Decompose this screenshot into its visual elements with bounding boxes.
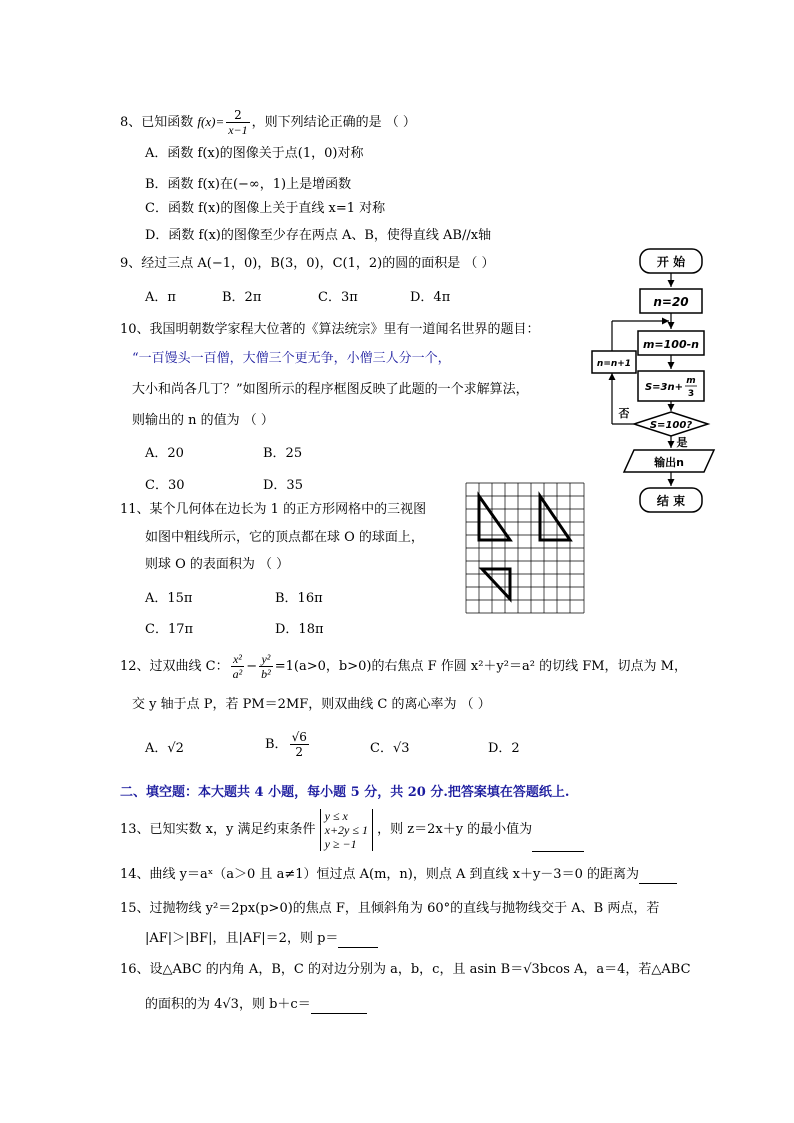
q13-pre: 13、已知实数 x，y 满足约束条件	[120, 822, 316, 837]
q12-x-den: a²	[232, 667, 243, 681]
q16-answer-blank[interactable]	[311, 999, 367, 1014]
q12-y-frac	[259, 652, 273, 681]
q11-option-d: D．18π	[275, 622, 324, 637]
q13-answer-blank[interactable]	[532, 837, 584, 852]
flowchart-end-label: 结 束	[656, 494, 686, 508]
q12-stem-2: 交 y 轴于点 P，若 PM＝2MF，则双曲线 C 的离心率为 （ ）	[132, 697, 491, 712]
flowchart-start-label: 开 始	[656, 255, 686, 269]
q8-option-b: B．函数 f(x)在(−∞，1)上是增函数	[145, 177, 352, 192]
q8-frac-den: x−1	[228, 123, 248, 137]
top-view-triangle	[482, 569, 510, 599]
q12-option-b-label: B．	[265, 737, 288, 752]
q12-option-b-frac	[290, 730, 309, 759]
q13-stem	[120, 808, 584, 852]
q12-x-num: x²	[231, 652, 245, 667]
q10-option-a: A．20	[145, 446, 184, 461]
q10-stem-3: 大小和尚各几丁？”如图所示的程序框图反映了此题的一个求解算法，	[132, 382, 529, 397]
flowchart-cond-label: S=100?	[649, 420, 693, 431]
q11-stem-1: 11、某个几何体在边长为 1 的正方形网格中的三视图	[120, 502, 427, 517]
q12-option-b-num: √6	[291, 730, 307, 744]
q11-stem-3: 则球 O 的表面积为 （ ）	[145, 557, 290, 572]
q10-option-d: D．35	[263, 478, 303, 493]
flowchart-m-label: m=100-n	[642, 338, 700, 351]
flowchart-output-label: 输出n	[654, 456, 684, 469]
flowchart-yes-label: 是	[676, 436, 688, 449]
q9-option-a: A．π	[145, 290, 176, 305]
q13-constraint-1: y ≤ x	[324, 808, 348, 823]
q12-option-b-den: 2	[295, 745, 304, 759]
q11-stem-2: 如图中粗线所示，它的顶点都在球 O 的球面上，	[145, 530, 424, 545]
q15-stem-2	[145, 930, 378, 948]
q13-constraint-2: x+2y ≤ 1	[324, 822, 368, 837]
q10-option-c: C．30	[145, 478, 185, 493]
q9-option-c: C．3π	[318, 290, 358, 305]
flowchart-init-label: n=20	[653, 295, 689, 309]
flowchart	[590, 245, 790, 515]
q12-option-a: A．√2	[145, 741, 184, 756]
q8-stem-pre: 8、已知函数	[120, 115, 198, 130]
q13-constraints	[320, 809, 373, 851]
q14-answer-blank[interactable]	[639, 869, 677, 884]
q10-option-b: B．25	[263, 446, 303, 461]
q16-text: 的面积的为 4√3，则 b＋c＝	[145, 997, 311, 1012]
q8-fraction	[226, 108, 249, 137]
q10-stem-1: 10、我国明朝数学家程大位著的《算法统宗》里有一道闻名世界的题目：	[120, 322, 540, 337]
q12-option-c: C．√3	[370, 741, 410, 756]
q15-answer-blank[interactable]	[338, 933, 378, 948]
q8-frac-num: 2	[226, 108, 249, 123]
q8-func: f(x)=	[197, 114, 225, 129]
flowchart-s-label: S=3n+	[644, 382, 684, 393]
q12-y-num: y²	[259, 652, 273, 667]
side-view-triangle	[540, 496, 570, 540]
q8-option-a: A．函数 f(x)的图像关于点(1，0)对称	[145, 146, 364, 161]
q16-stem-1: 16、设△ABC 的内角 A，B，C 的对边分别为 a，b，c，且 asin B＝√3bcos A，a＝4，若△ABC	[120, 962, 691, 977]
q14-stem	[120, 866, 677, 884]
flowchart-s-frac-num: m	[686, 376, 696, 386]
q13-constraint-3: y ≥ −1	[324, 836, 357, 851]
q11-option-a: A．15π	[145, 591, 193, 606]
q12-stem-post: =1(a>0，b>0)的右焦点 F 作圆 x²＋y²＝a² 的切线 FM，切点为 M，	[274, 659, 687, 674]
q12-x-frac	[231, 652, 245, 681]
q10-stem-2: “一百馒头一百僧，大僧三个更无争，小僧三人分一个，	[132, 351, 451, 366]
q12-option-b	[265, 730, 311, 759]
q9-option-b: B．2π	[222, 290, 262, 305]
q10-stem-4: 则输出的 n 的值为 （ ）	[132, 413, 274, 428]
q12-stem-pre: 12、过双曲线 C：	[120, 659, 229, 674]
flowchart-no-label: 否	[618, 407, 630, 420]
q13-post: ，则 z＝2x＋y 的最小值为	[377, 822, 533, 837]
q16-stem-2	[145, 996, 367, 1014]
q11-option-b: B．16π	[275, 591, 323, 606]
front-view-triangle	[479, 496, 510, 540]
q12-stem-1: 12、过双曲线 C： $\frac{\text{x²}}{\text{a²}}$ − $\frac{\text{y²}}{\text{b²}}$ =1(a>0，b>0)的右焦点 F 作圆 x²＋y²＝a² 的切线 FM，切点为 M，	[120, 652, 687, 681]
q8-stem-post: ，则下列结论正确的是 （ ）	[251, 115, 416, 130]
flowchart-incr-label: n=n+1	[596, 359, 632, 369]
q14-text: 14、曲线 y＝aˣ（a＞0 且 a≠1）恒过点 A(m，n)，则点 A 到直线 x＋y－3＝0 的距离为	[120, 867, 639, 882]
flowchart-s-frac-den: 3	[687, 389, 695, 399]
three-view-grid	[465, 482, 585, 614]
q12-option-d: D．2	[488, 741, 520, 756]
q15-stem-1: 15、过抛物线 y²＝2px(p>0)的焦点 F，且倾斜角为 60°的直线与抛物线交于 A、B 两点，若	[120, 901, 660, 916]
q11-option-c: C．17π	[145, 622, 194, 637]
q8-stem	[120, 108, 416, 137]
section2-heading: 二、填空题：本大题共 4 小题，每小题 5 分，共 20 分.把答案填在答题纸上.	[120, 785, 570, 800]
q8-option-c: C．函数 f(x)的图像上关于直线 x=1 对称	[145, 201, 386, 216]
q12-y-den: b²	[261, 667, 271, 681]
q9-option-d: D．4π	[410, 290, 451, 305]
q8-option-d: D．函数 f(x)的图像至少存在两点 A、B，使得直线 AB//x轴	[145, 228, 492, 243]
q15-text: |AF|＞|BF|，且|AF|＝2，则 p＝	[145, 931, 339, 946]
q9-stem: 9、经过三点 A(−1，0)，B(3，0)，C(1，2)的圆的面积是 （ ）	[120, 256, 495, 271]
